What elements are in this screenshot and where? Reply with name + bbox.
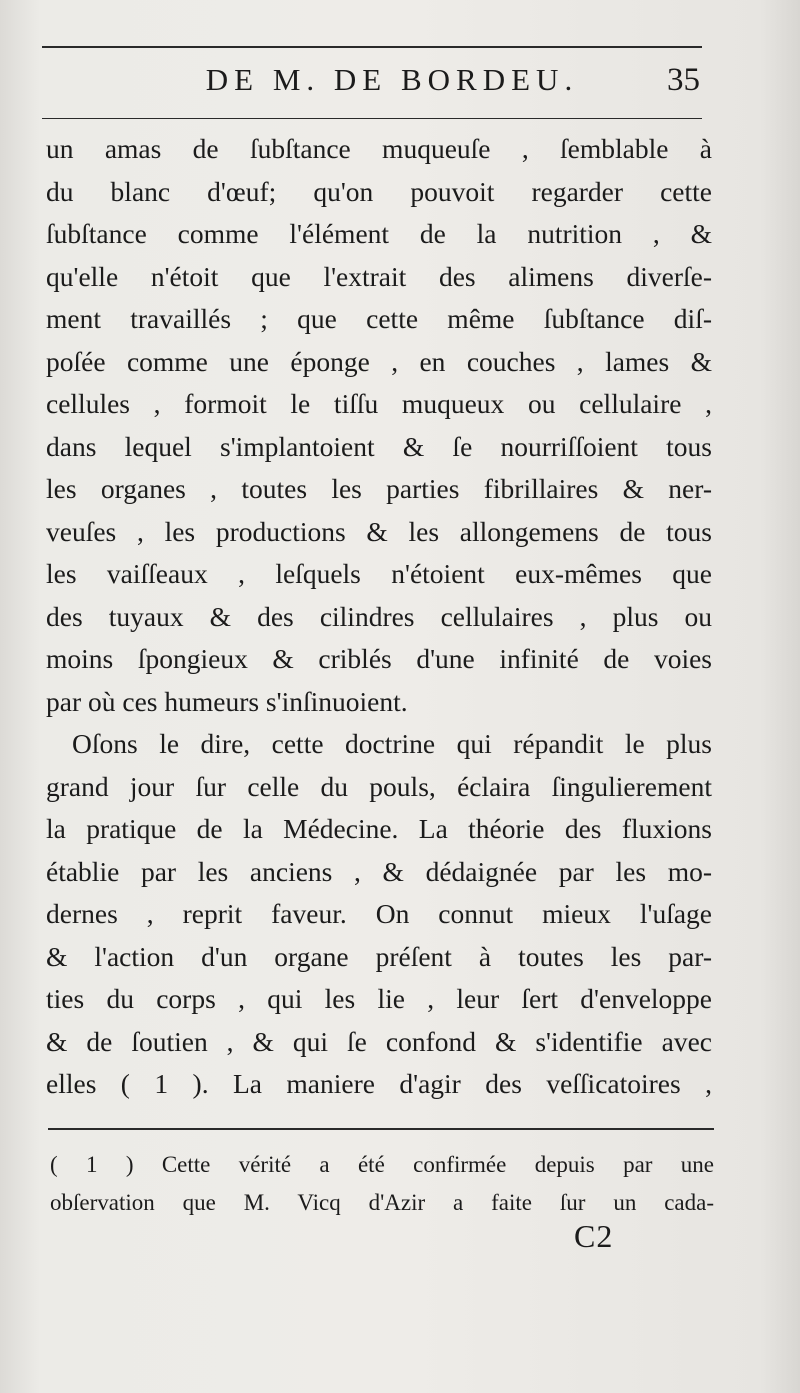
text-line: la pratique de la Médecine. La théorie des fluxions <box>46 813 712 844</box>
header-bottom-rule <box>42 118 702 119</box>
header-top-rule <box>42 46 702 48</box>
text-line: & l'action d'un organe préſent à toutes les par- <box>46 940 712 972</box>
footnote-line: obſervation que M. Vicq d'Azir a faite ſur un cada- <box>50 1190 714 1215</box>
paragraph-end-line: par où ces humeurs s'inſinuoient. <box>46 685 408 717</box>
page-number: 35 <box>667 62 700 98</box>
text-line: des tuyaux & des cilindres cellulaires , plus ou <box>46 600 712 632</box>
text-line: cellules , formoit le tiſſu muqueux ou cellulaire , <box>46 388 712 419</box>
text-line: moins ſpongieux & criblés d'une infinité de voies <box>46 643 712 674</box>
text-line: & de ſoutien , & qui ſe confond & s'identifie avec <box>46 1025 712 1057</box>
footnote <box>50 1146 714 1222</box>
text-line: grand jour ſur celle du pouls, éclaira ſingulierement <box>46 770 712 802</box>
footnote-line: ( 1 ) Cette vérité a été confirmée depuis par une <box>50 1152 714 1177</box>
body-text <box>46 128 712 1106</box>
text-line: les vaiſſeaux , leſquels n'étoient eux-mêmes que <box>46 558 712 589</box>
signature-mark: C2 <box>574 1218 614 1254</box>
running-head <box>42 58 702 108</box>
text-line: dernes , reprit faveur. On connut mieux l'uſage <box>46 898 712 929</box>
text-line: poſée comme une éponge , en couches , lames & <box>46 345 712 377</box>
running-title: DE M. DE BORDEU. <box>205 62 579 97</box>
text-line: veuſes , les productions & les allongemens de tous <box>46 515 712 547</box>
text-line: qu'elle n'étoit que l'extrait des alimens diverſe- <box>46 260 712 292</box>
text-line: dans lequel s'implantoient & ſe nourriſſoient tous <box>46 430 712 462</box>
text-line: ment travaillés ; que cette même ſubſtance diſ- <box>46 303 712 334</box>
paragraph-start-line: Oſons le dire, cette doctrine qui répandit le plus <box>72 728 712 759</box>
text-line: du blanc d'œuf; qu'on pouvoit regarder cette <box>46 175 712 207</box>
text-line: un amas de ſubſtance muqueuſe , ſemblable à <box>46 133 712 164</box>
text-line: elles ( 1 ). La maniere d'agir des veſſicatoires , <box>46 1068 712 1099</box>
footnote-rule <box>48 1128 714 1130</box>
text-line: établie par les anciens , & dédaignée par les mo- <box>46 855 712 887</box>
text-line: ſubſtance comme l'élément de la nutrition , & <box>46 218 712 249</box>
text-line: ties du corps , qui les lie , leur ſert d'enveloppe <box>46 983 712 1014</box>
text-line: les organes , toutes les parties fibrillaires & ner- <box>46 473 712 504</box>
